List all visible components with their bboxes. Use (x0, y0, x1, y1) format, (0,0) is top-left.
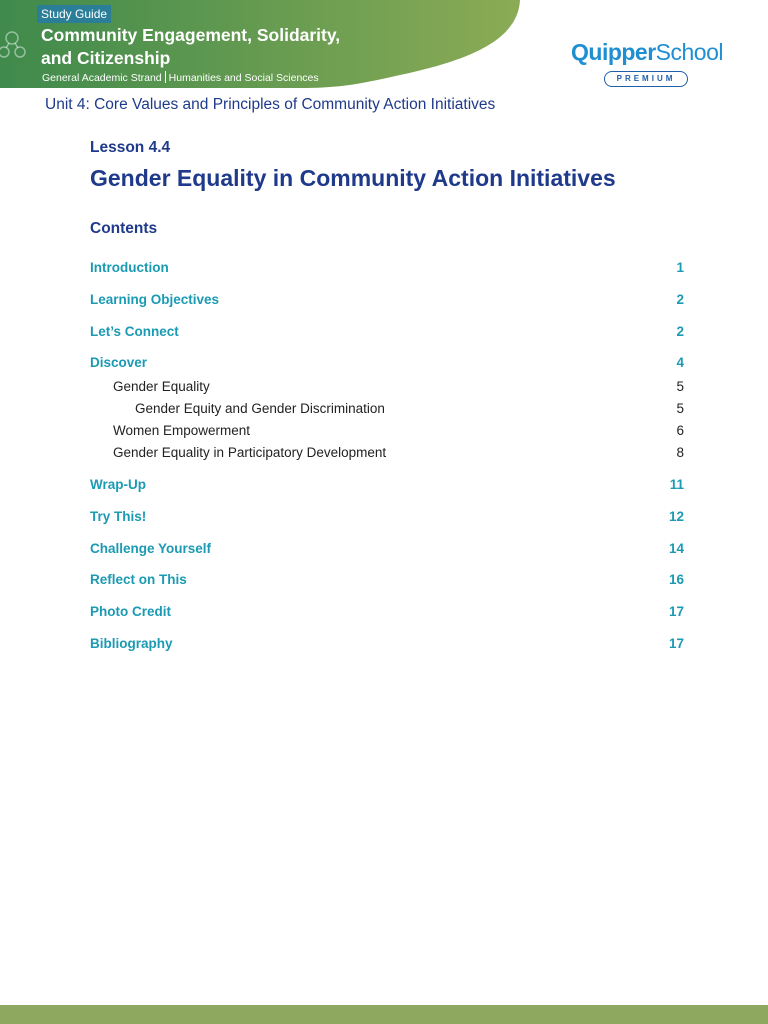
toc-entry[interactable] (90, 633, 684, 653)
toc-entry[interactable] (90, 506, 684, 526)
toc-entry-page: 17 (668, 635, 684, 651)
contents-heading: Contents (90, 220, 158, 237)
toc-entry-label: Learning Objectives (90, 291, 220, 307)
track-label: Humanities and Social Sciences (168, 72, 319, 84)
toc-entry-page: 4 (676, 354, 684, 370)
course-title-line2: and Citizenship (41, 48, 171, 68)
toc-entry-page: 5 (676, 400, 684, 416)
logo-school: School (655, 39, 723, 65)
logo-brand: Quipper (571, 39, 656, 65)
toc-entry-page: 16 (668, 571, 684, 587)
toc-entry-label: Wrap-Up (90, 476, 146, 492)
toc-entry-page: 6 (676, 422, 684, 438)
toc-entry-label: Let’s Connect (90, 323, 179, 339)
toc-entry[interactable] (90, 420, 684, 440)
divider (165, 71, 166, 83)
toc-entry[interactable] (90, 538, 684, 558)
toc-entry-page: 8 (676, 444, 684, 460)
footer-bar (0, 1005, 768, 1024)
toc-entry[interactable] (90, 376, 684, 396)
toc-entry-label: Bibliography (90, 635, 173, 651)
toc-entry-page: 5 (676, 378, 684, 394)
toc-entry-page: 17 (668, 603, 684, 619)
logo-wordmark (571, 38, 723, 66)
toc-entry-label: Introduction (90, 259, 169, 275)
toc-entry-label: Gender Equity and Gender Discrimination (135, 400, 385, 416)
toc-entry-label: Try This! (90, 508, 147, 524)
toc-entry[interactable] (90, 474, 684, 494)
toc-entry-page: 2 (676, 291, 684, 307)
toc-entry-label: Gender Equality (113, 378, 210, 394)
toc-entry-label: Women Empowerment (113, 422, 251, 438)
toc-entry[interactable] (90, 352, 684, 372)
logo-tier-badge: PREMIUM (604, 71, 688, 87)
toc-entry-label: Photo Credit (90, 603, 171, 619)
toc-entry[interactable] (90, 398, 684, 418)
toc-entry[interactable] (90, 289, 684, 309)
strand-label: General Academic Strand (42, 72, 162, 84)
toc-entry-page: 1 (676, 259, 684, 275)
course-title (41, 24, 401, 70)
toc-entry-page: 14 (668, 540, 684, 556)
toc-entry[interactable] (90, 321, 684, 341)
page-title: Gender Equality in Community Action Initiatives (90, 165, 616, 191)
toc-entry[interactable] (90, 257, 684, 277)
study-guide-tag: Study Guide (37, 5, 111, 23)
quipper-school-logo (571, 38, 731, 90)
toc-entry-page: 11 (669, 476, 684, 492)
toc-entry-label: Challenge Yourself (90, 540, 212, 556)
course-title-line1: Community Engagement, Solidarity, (41, 25, 341, 45)
toc-entry[interactable] (90, 601, 684, 621)
lesson-label: Lesson 4.4 (90, 139, 171, 156)
toc-entry-label: Reflect on This (90, 571, 187, 587)
strand-line (42, 71, 319, 84)
toc-entry-page: 2 (676, 323, 684, 339)
toc-entry-label: Discover (90, 354, 148, 370)
toc-entry-page: 12 (668, 508, 684, 524)
toc-entry[interactable] (90, 442, 684, 462)
unit-title: Unit 4: Core Values and Principles of Community Action Initiatives (45, 96, 496, 113)
toc-entry[interactable] (90, 569, 684, 589)
toc-entry-label: Gender Equality in Participatory Development (113, 444, 387, 460)
